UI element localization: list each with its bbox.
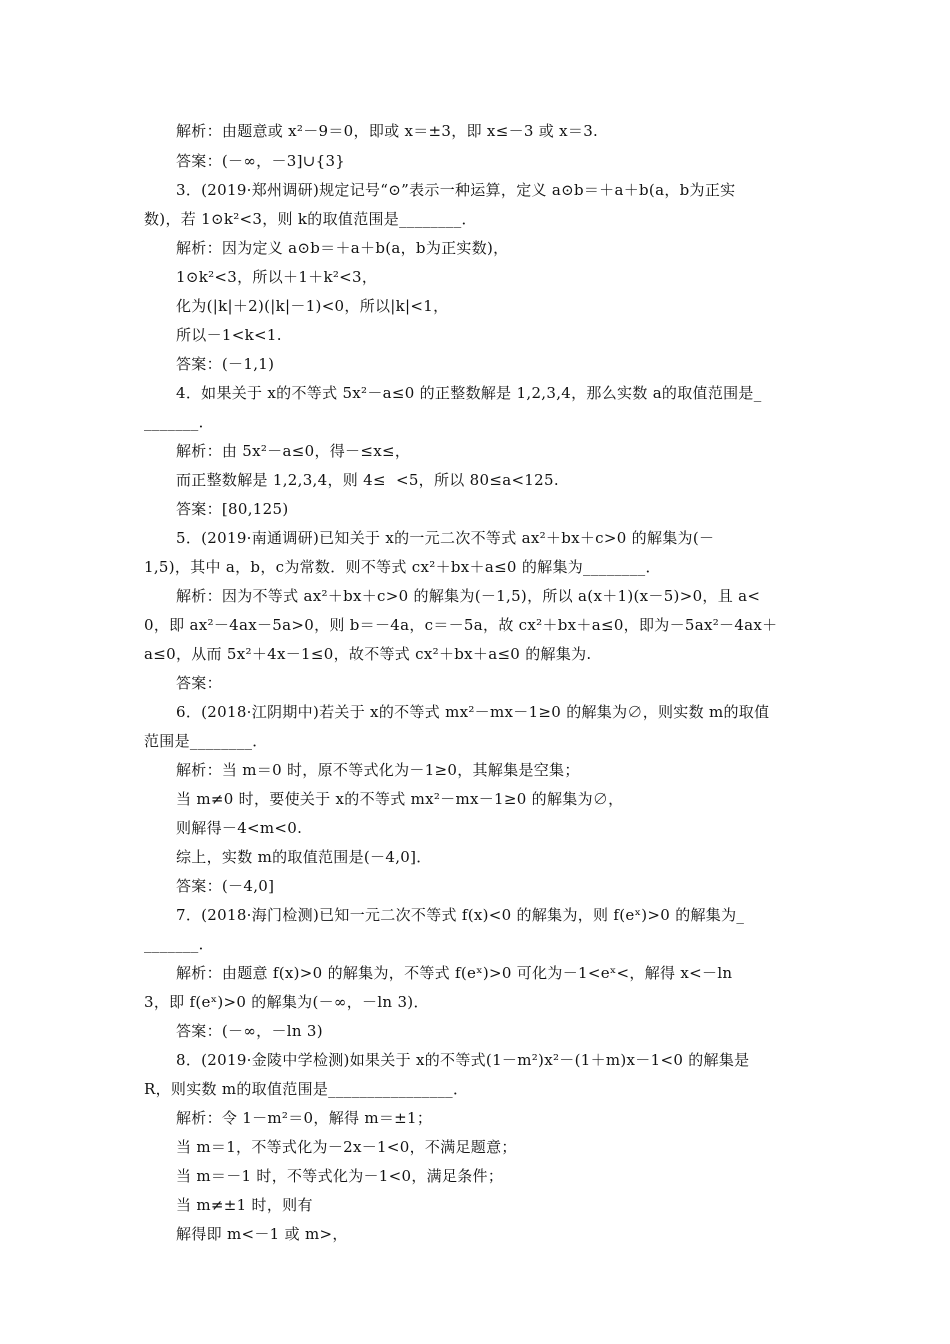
- text-line: 1,5)，其中 a，b，c为常数．则不等式 cx²＋bx＋a≤0 的解集为________．: [144, 558, 661, 576]
- text-line: 1⊙k²<3，所以＋1＋k²<3，: [176, 268, 378, 286]
- text-line: 解析：令 1－m²＝0，解得 m＝±1；: [176, 1109, 433, 1127]
- text-line: 5．(2019·南通调研)已知关于 x的一元二次不等式 ax²＋bx＋c>0 的解集为(－: [176, 529, 715, 547]
- text-line: 解析：因为不等式 ax²＋bx＋c>0 的解集为(－1,5)，所以 a(x＋1)(x－5)>0，且 a<: [176, 587, 761, 605]
- text-line: 答案：(－∞，－3]∪{3}: [176, 152, 346, 170]
- text-line: 6．(2018·江阴期中)若关于 x的不等式 mx²－mx－1≥0 的解集为∅，则实数 m的取值: [176, 703, 770, 721]
- text-line: 答案：: [176, 674, 222, 692]
- text-line: 所以－1<k<1.: [176, 326, 282, 344]
- text-line: a≤0，从而 5x²＋4x－1≤0，故不等式 cx²＋bx＋a≤0 的解集为.: [144, 645, 592, 663]
- text-line: 答案：(－∞，－ln 3): [176, 1022, 323, 1040]
- text-line: R，则实数 m的取值范围是________________．: [144, 1080, 469, 1098]
- text-line: _______．: [144, 935, 214, 953]
- text-line: 3．(2019·郑州调研)规定记号“⊙”表示一种运算，定义 a⊙b＝＋a＋b(a，b为正实: [176, 181, 736, 199]
- text-line: 当 m＝－1 时，不等式化为－1<0，满足条件；: [176, 1167, 504, 1185]
- text-line: 而正整数解是 1,2,3,4，则 4≤ <5，所以 80≤a<125.: [176, 471, 559, 489]
- text-line: 范围是________．: [144, 732, 268, 750]
- text-line: 解析：当 m＝0 时，原不等式化为－1≥0，其解集是空集；: [176, 761, 580, 779]
- text-line: 化为(|k|＋2)(|k|－1)<0，所以|k|<1，: [176, 297, 449, 315]
- text-line: 答案：(－4,0]: [176, 877, 275, 895]
- text-line: 3，即 f(eˣ)>0 的解集为(－∞，－ln 3)．: [144, 993, 429, 1011]
- text-line: 0，即 ax²－4ax－5a>0，则 b＝－4a，c＝－5a，故 cx²＋bx＋a≤0，即为－5ax²－4ax＋: [144, 616, 778, 634]
- text-line: 8．(2019·金陵中学检测)如果关于 x的不等式(1－m²)x²－(1＋m)x－1<0 的解集是: [176, 1051, 750, 1069]
- text-line: 解得即 m<－1 或 m>，: [176, 1225, 348, 1243]
- text-line: 解析：由题意或 x²－9＝0，即或 x＝±3，即 x≤－3 或 x＝3.: [176, 122, 599, 140]
- text-line: 答案：[80,125): [176, 500, 289, 518]
- text-line: 解析：由题意 f(x)>0 的解集为，不等式 f(eˣ)>0 可化为－1<eˣ<，解得 x<－ln: [176, 964, 733, 982]
- text-line: 7．(2018·海门检测)已知一元二次不等式 f(x)<0 的解集为，则 f(eˣ)>0 的解集为_: [176, 906, 745, 924]
- text-line: 4．如果关于 x的不等式 5x²－a≤0 的正整数解是 1,2,3,4，那么实数 a的取值范围是_: [176, 384, 762, 402]
- text-line: 当 m≠0 时，要使关于 x的不等式 mx²－mx－1≥0 的解集为∅，: [176, 790, 624, 808]
- text-line: 综上，实数 m的取值范围是(－4,0]．: [176, 848, 432, 866]
- text-line: 则解得－4<m<0.: [176, 819, 303, 837]
- text-line: _______．: [144, 413, 214, 431]
- text-line: 数)，若 1⊙k²<3，则 k的取值范围是________．: [144, 210, 477, 228]
- text-line: 当 m≠±1 时，则有: [176, 1196, 313, 1214]
- text-line: 解析：因为定义 a⊙b＝＋a＋b(a，b为正实数)，: [176, 239, 509, 257]
- text-line: 当 m＝1，不等式化为－2x－1<0，不满足题意；: [176, 1138, 517, 1156]
- text-line: 答案：(－1,1): [176, 355, 275, 373]
- text-line: 解析：由 5x²－a≤0，得－≤x≤，: [176, 442, 411, 460]
